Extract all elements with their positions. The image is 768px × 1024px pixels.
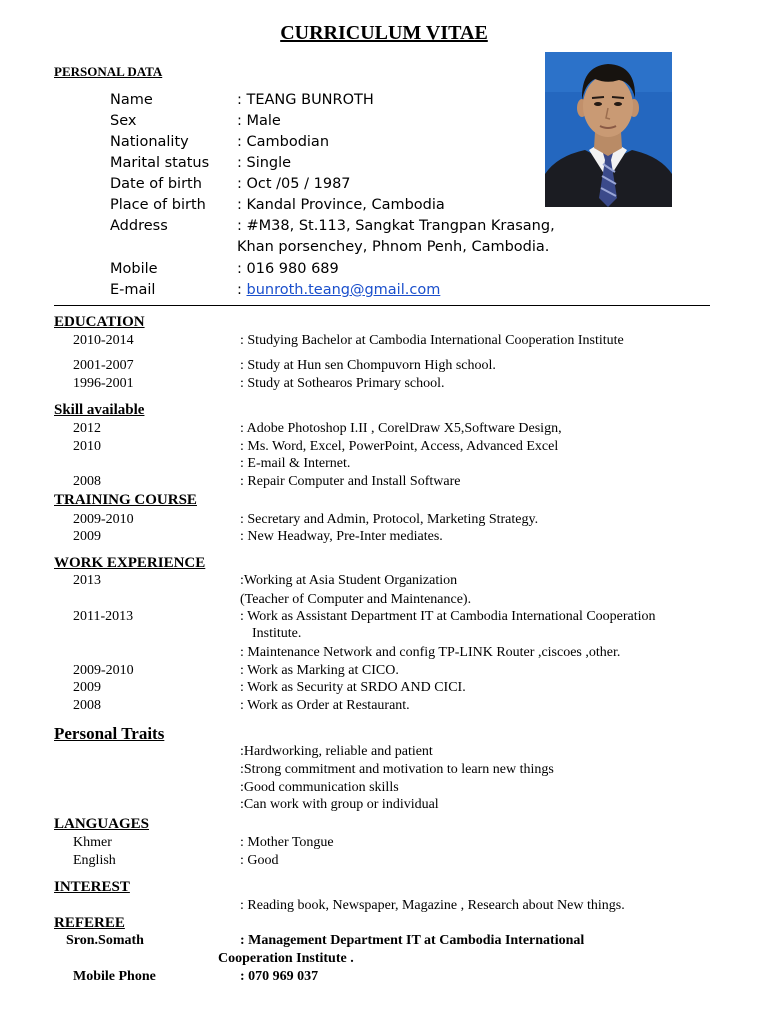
section-divider xyxy=(54,305,710,306)
work-year: 2009 xyxy=(73,680,101,695)
email-link[interactable]: bunroth.teang@gmail.com xyxy=(246,282,441,298)
referee-position: : Management Department IT at Cambodia International xyxy=(240,933,585,948)
work-year: 2011-2013 xyxy=(73,609,134,624)
language-level: : Mother Tongue xyxy=(240,835,334,850)
mobile-value: : 016 980 689 xyxy=(237,261,339,277)
pob-label: Place of birth xyxy=(110,197,206,213)
education-year: 1996-2001 xyxy=(73,376,134,391)
email-label: E-mail xyxy=(110,282,156,298)
skill-text: : E-mail & Internet. xyxy=(240,456,351,471)
sex-label: Sex xyxy=(110,113,137,129)
work-text: : Work as Order at Restaurant. xyxy=(240,698,410,713)
dob-value: : Oct /05 / 1987 xyxy=(237,176,351,192)
work-text: :Working at Asia Student Organization xyxy=(240,573,458,588)
work-text: : Work as Marking at CICO. xyxy=(240,663,399,678)
address-label: Address xyxy=(110,218,168,234)
work-year: 2008 xyxy=(73,698,101,713)
referee-heading: REFEREE xyxy=(54,915,125,931)
sex-value: : Male xyxy=(237,113,281,129)
education-text: : Studying Bachelor at Cambodia International Cooperation Institute xyxy=(240,333,624,348)
trait-item: :Good communication skills xyxy=(240,780,399,795)
portrait-illustration xyxy=(545,52,672,207)
work-text: Institute. xyxy=(252,626,302,641)
marital-status-value: : Single xyxy=(237,155,292,171)
education-text: : Study at Sothearos Primary school. xyxy=(240,376,445,391)
training-heading: TRAINING COURSE xyxy=(54,492,197,508)
work-year: 2013 xyxy=(73,573,101,588)
skill-year: 2012 xyxy=(73,421,101,436)
pob-value: : Kandal Province, Cambodia xyxy=(237,197,445,213)
interest-heading: INTEREST xyxy=(54,879,130,895)
interest-text: : Reading book, Newspaper, Magazine , Research about New things. xyxy=(240,898,625,913)
nationality-label: Nationality xyxy=(110,134,189,150)
education-year: 2010-2014 xyxy=(73,333,134,348)
training-text: : New Headway, Pre-Inter mediates. xyxy=(240,529,443,544)
referee-phone: : 070 969 037 xyxy=(240,969,319,984)
training-year: 2009-2010 xyxy=(73,512,134,527)
email-value xyxy=(237,282,440,298)
language-level: : Good xyxy=(240,853,279,868)
work-experience-heading: WORK EXPERIENCE xyxy=(54,555,206,571)
address-value-line2: Khan porsenchey, Phnom Penh, Cambodia. xyxy=(237,239,550,255)
marital-status-label: Marital status xyxy=(110,155,210,171)
page-title: CURRICULUM VITAE xyxy=(280,22,488,44)
trait-item: :Hardworking, reliable and patient xyxy=(240,744,433,759)
skill-year: 2008 xyxy=(73,474,101,489)
trait-item: :Can work with group or individual xyxy=(240,797,439,812)
work-text: (Teacher of Computer and Maintenance). xyxy=(240,592,472,607)
language-name: English xyxy=(73,853,116,868)
name-value: : TEANG BUNROTH xyxy=(237,92,374,108)
referee-phone-label: Mobile Phone xyxy=(73,969,156,984)
referee-position-line2: Cooperation Institute . xyxy=(218,951,354,966)
skill-text: : Repair Computer and Install Software xyxy=(240,474,461,489)
mobile-label: Mobile xyxy=(110,261,158,277)
education-heading: EDUCATION xyxy=(54,314,145,330)
skills-heading: Skill available xyxy=(54,402,145,418)
work-text: : Maintenance Network and config TP-LINK Router ,ciscoes ,other. xyxy=(240,645,621,660)
work-text: : Work as Assistant Department IT at Cambodia International Cooperation xyxy=(240,609,656,624)
dob-label: Date of birth xyxy=(110,176,202,192)
work-text: : Work as Security at SRDO AND CICI. xyxy=(240,680,466,695)
profile-photo xyxy=(545,52,672,207)
work-year: 2009-2010 xyxy=(73,663,134,678)
language-name: Khmer xyxy=(73,835,112,850)
nationality-value: : Cambodian xyxy=(237,134,330,150)
personal-data-heading: PERSONAL DATA xyxy=(54,64,163,79)
skill-text: : Adobe Photoshop I.II , CorelDraw X5,Software Design, xyxy=(240,421,562,436)
name-label: Name xyxy=(110,92,153,108)
skill-text: : Ms. Word, Excel, PowerPoint, Access, Advanced Excel xyxy=(240,439,559,454)
skill-year: 2010 xyxy=(73,439,101,454)
address-value-line1: : #M38, St.113, Sangkat Trangpan Krasang, xyxy=(237,218,555,234)
training-year: 2009 xyxy=(73,529,101,544)
personal-traits-heading: Personal Traits xyxy=(54,724,165,743)
education-year: 2001-2007 xyxy=(73,358,134,373)
education-text: : Study at Hun sen Chompuvorn High school. xyxy=(240,358,496,373)
trait-item: :Strong commitment and motivation to learn new things xyxy=(240,762,554,777)
languages-heading: LANGUAGES xyxy=(54,816,150,832)
email-colon: : xyxy=(237,282,247,298)
training-text: : Secretary and Admin, Protocol, Marketing Strategy. xyxy=(240,512,539,527)
referee-name: Sron.Somath xyxy=(66,933,144,948)
